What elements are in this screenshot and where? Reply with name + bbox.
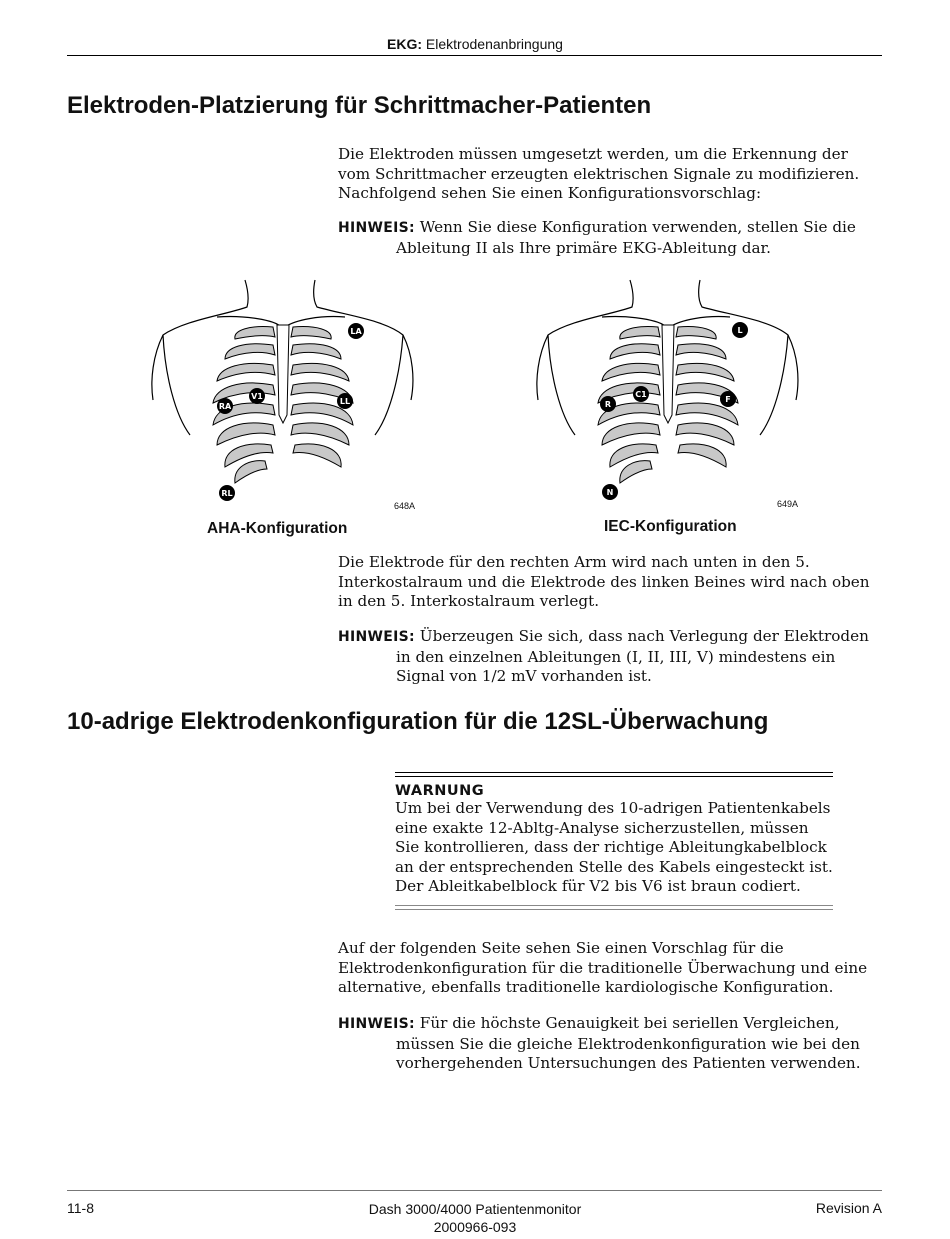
electrode-label: C1 xyxy=(635,390,647,399)
figure-caption-iec: IEC-Konfiguration xyxy=(604,518,737,535)
iec-chest-diagram xyxy=(530,275,810,515)
product-name: Dash 3000/4000 Patientenmonitor xyxy=(368,1201,582,1217)
warning-top-rule xyxy=(395,772,833,777)
electrode-l xyxy=(732,322,748,338)
electrode-r xyxy=(600,396,616,412)
warning-box xyxy=(395,772,833,910)
note-label: HINWEIS: xyxy=(338,220,415,236)
note-serial-comparison xyxy=(338,1014,883,1074)
electrode-label: R xyxy=(604,400,612,409)
header-rule xyxy=(67,55,882,56)
intro-paragraph: Die Elektroden müssen umgesetzt werden, um die Erkennung der vom Schrittmacher erzeugten elektrischen Signale zu modifizieren. Nachfolgend sehen Sie einen Konfigurationsvorschlag: xyxy=(338,145,860,202)
electrode-label: V1 xyxy=(251,392,263,401)
electrode-label: F xyxy=(725,395,731,404)
electrode-la xyxy=(348,323,364,339)
electrode-c1 xyxy=(633,386,649,402)
sternum xyxy=(277,325,289,423)
footer-product xyxy=(0,1200,950,1236)
figure-code: 649A xyxy=(777,499,799,509)
next-page-paragraph: Auf der folgenden Seite sehen Sie einen Vorschlag für die Elektrodenkonfiguration für die traditionelle Überwachung und eine alternative, ebenfalls traditionelle kardiologische Konfiguration. xyxy=(338,939,868,996)
figure-code: 648A xyxy=(394,501,416,511)
section-title-12sl: 10-adrige Elektrodenkonfiguration für die 12SL-Überwachung xyxy=(67,708,769,735)
doc-number: 2000966-093 xyxy=(433,1219,517,1235)
note-label: HINWEIS: xyxy=(338,629,415,645)
note-primary-lead xyxy=(338,218,883,258)
header-section: EKG: xyxy=(387,36,423,52)
electrode-ll xyxy=(337,393,353,409)
electrode-ra xyxy=(217,398,233,414)
note-text: Überzeugen Sie sich, dass nach Verlegung der Elektroden in den einzelnen Ableitungen (I, II, III, V) mindestens ein Signal von 1/2 mV vorhanden ist. xyxy=(396,627,869,685)
electrode-label: L xyxy=(737,326,743,335)
aha-chest-diagram xyxy=(145,275,425,515)
revision: Revision A xyxy=(815,1200,882,1216)
note-label: HINWEIS: xyxy=(338,1016,415,1032)
electrode-n xyxy=(602,484,618,500)
electrode-rl xyxy=(219,485,235,501)
running-header xyxy=(0,36,950,52)
electrode-label: RA xyxy=(218,402,232,411)
note-text: Wenn Sie diese Konfiguration verwenden, stellen Sie die Ableitung II als Ihre primäre EKG-Ableitung dar. xyxy=(396,218,856,257)
electrode-v1 xyxy=(249,388,265,404)
warning-text: Um bei der Verwendung des 10-adrigen Patientenkabels eine exakte 12-Abltg-Analyse sicherzustellen, müssen Sie kontrollieren, dass der richtige Ableitungkabelblock an der entsprechenden Stelle des Kabels eingesteckt ist. Der Ableitkabelblock für V2 bis V6 ist braun codiert. xyxy=(395,799,833,895)
relocation-paragraph: Die Elektrode für den rechten Arm wird nach unten in den 5. Interkostalraum und die Elektrode des linken Beines wird nach oben in den 5. Interkostalraum verlegt. xyxy=(338,553,870,610)
page-number: 11-8 xyxy=(67,1200,94,1216)
header-topic: Elektrodenanbringung xyxy=(422,36,563,52)
section-title-pacemaker: Elektroden-Platzierung für Schrittmacher-Patienten xyxy=(67,92,652,119)
warning-bottom-rule xyxy=(395,905,833,910)
warning-title: WARNUNG xyxy=(395,783,485,799)
figure-caption-aha: AHA-Konfiguration xyxy=(207,520,348,537)
electrode-f xyxy=(720,391,736,407)
footer-rule xyxy=(67,1190,882,1191)
electrode-label: N xyxy=(606,488,614,497)
electrode-label: LA xyxy=(350,327,362,336)
note-signal-check xyxy=(338,627,883,687)
electrode-label: LL xyxy=(339,397,351,406)
note-text: Für die höchste Genauigkeit bei seriellen Vergleichen, müssen Sie die gleiche Elektrodenkonfiguration wie bei den vorhergehenden Untersuchungen des Patienten verwenden. xyxy=(396,1014,861,1072)
sternum xyxy=(662,325,674,423)
electrode-label: RL xyxy=(221,489,233,498)
